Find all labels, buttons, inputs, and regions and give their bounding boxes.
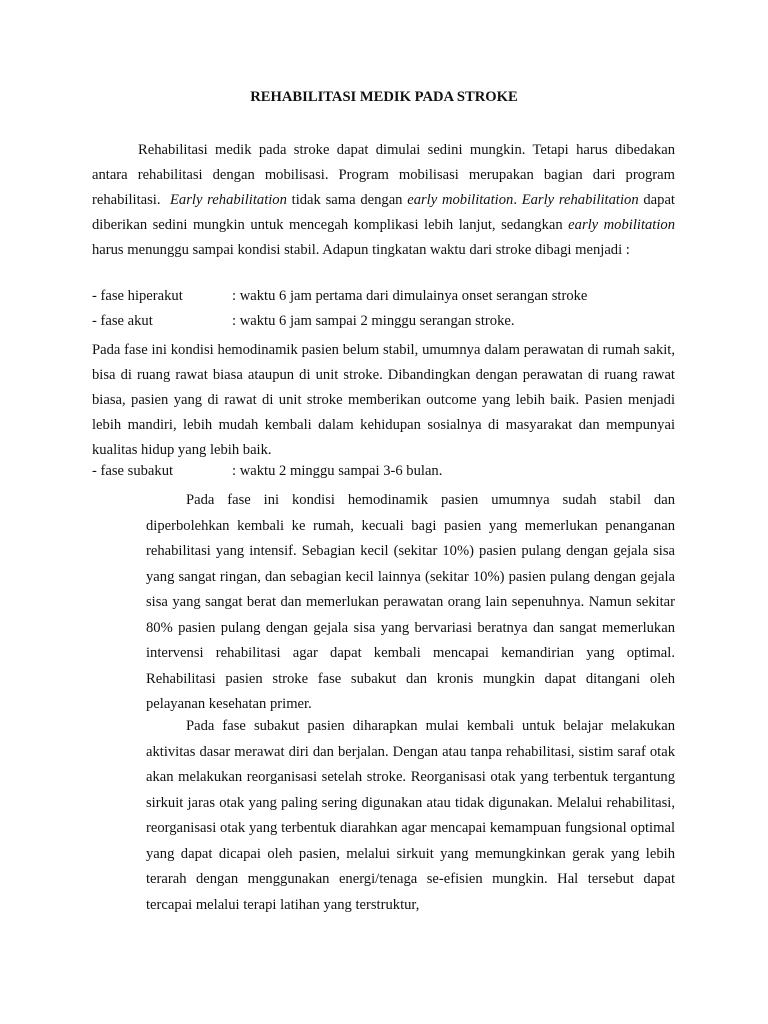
phase-description: : waktu 2 minggu sampai 3-6 bulan.	[232, 463, 443, 479]
intro-text-2: tidak sama dengan	[291, 192, 403, 209]
intro-text-4: dapat diberikan sedini mungkin untuk mencegah komplikasi lebih lanjut, sedangkan	[92, 192, 675, 234]
intro-text-5: harus menunggu sampai kondisi stabil. Adapun tingkatan waktu dari stroke dibagi menjadi :	[92, 242, 630, 259]
intro-emphasis-4: early mobilitation	[568, 217, 675, 234]
phase-hyperacute	[92, 288, 675, 305]
subacute-paragraph-2: Pada fase subakut pasien diharapkan mulai kembali untuk belajar melakukan aktivitas dasar merawat diri dan berjalan. Dengan atau tanpa rehabilitasi, sistim saraf otak akan melakukan reorganisasi setelah stroke. Reorganisasi otak yang terbentuk tergantung sirkuit jaras otak yang paling sering digunakan atau tidak digunakan. Melalui rehabilitasi, reorganisasi otak yang terbentuk diarahkan agar mencapai kemampuan fungsional optimal yang dapat dicapai oleh pasien, melalui sirkuit yang memungkinkan gerak yang lebih terarah dengan menggunakan energi/tenaga se-efisien mungkin. Hal tersebut dapat tercapai melalui terapi latihan yang terstruktur,	[146, 718, 675, 913]
intro-text-3: .	[513, 192, 517, 209]
intro-paragraph	[92, 138, 675, 263]
intro-emphasis-3: Early rehabilitation	[521, 192, 639, 209]
phase-description: : waktu 6 jam pertama dari dimulainya onset serangan stroke	[232, 288, 588, 304]
document-title: REHABILITASI MEDIK PADA STROKE	[250, 89, 518, 105]
phase-acute	[92, 313, 675, 330]
subacute-paragraph-1: Pada fase ini kondisi hemodinamik pasien umumnya sudah stabil dan diperbolehkan kembali ke rumah, kecuali bagi pasien yang memerlukan penanganan rehabilitasi yang intensif. Sebagian kecil (sekitar 10%) pasien pulang dengan gejala sisa yang sangat ringan, dan sebagian kecil lainnya (sekitar 10%) pasien pulang dengan gejala sisa yang sangat berat dan memerlukan perawatan orang lain sepenuhnya. Namun sekitar 80% pasien pulang dengan gejala sisa yang bervariasi beratnya dan sangat memerlukan intervensi rehabilitasi agar dapat kembali mencapai kemandirian yang optimal. Rehabilitasi pasien stroke fase subakut dan kronis mungkin dapat ditangani oleh pelayanan kesehatan primer.	[146, 492, 675, 712]
intro-emphasis-2: early mobilitation	[407, 192, 514, 209]
phase-label: - fase subakut	[92, 463, 174, 479]
acute-phase-paragraph: Pada fase ini kondisi hemodinamik pasien belum stabil, umumnya dalam perawatan di rumah sakit, bisa di ruang rawat biasa ataupun di unit stroke. Dibandingkan dengan perawatan di ruang rawat biasa, pasien yang di rawat di unit stroke memberikan outcome yang lebih baik. Pasien menjadi lebih mandiri, lebih mudah kembali dalam kehidupan sosialnya di masyarakat dan mempunyai kualitas hidup yang lebih baik.	[92, 342, 675, 459]
phase-label: - fase hiperakut	[92, 288, 183, 304]
phase-label: - fase akut	[92, 313, 153, 329]
phase-subacute	[92, 463, 675, 480]
intro-text-1: Rehabilitasi medik pada stroke dapat dimulai sedini mungkin. Tetapi harus dibedakan antara rehabilitasi dengan mobilisasi. Program mobilisasi merupakan bagian dari program rehabilitasi.	[92, 142, 675, 209]
phase-description: : waktu 6 jam sampai 2 minggu serangan stroke.	[232, 313, 515, 329]
intro-emphasis-1: Early rehabilitation	[170, 192, 287, 209]
